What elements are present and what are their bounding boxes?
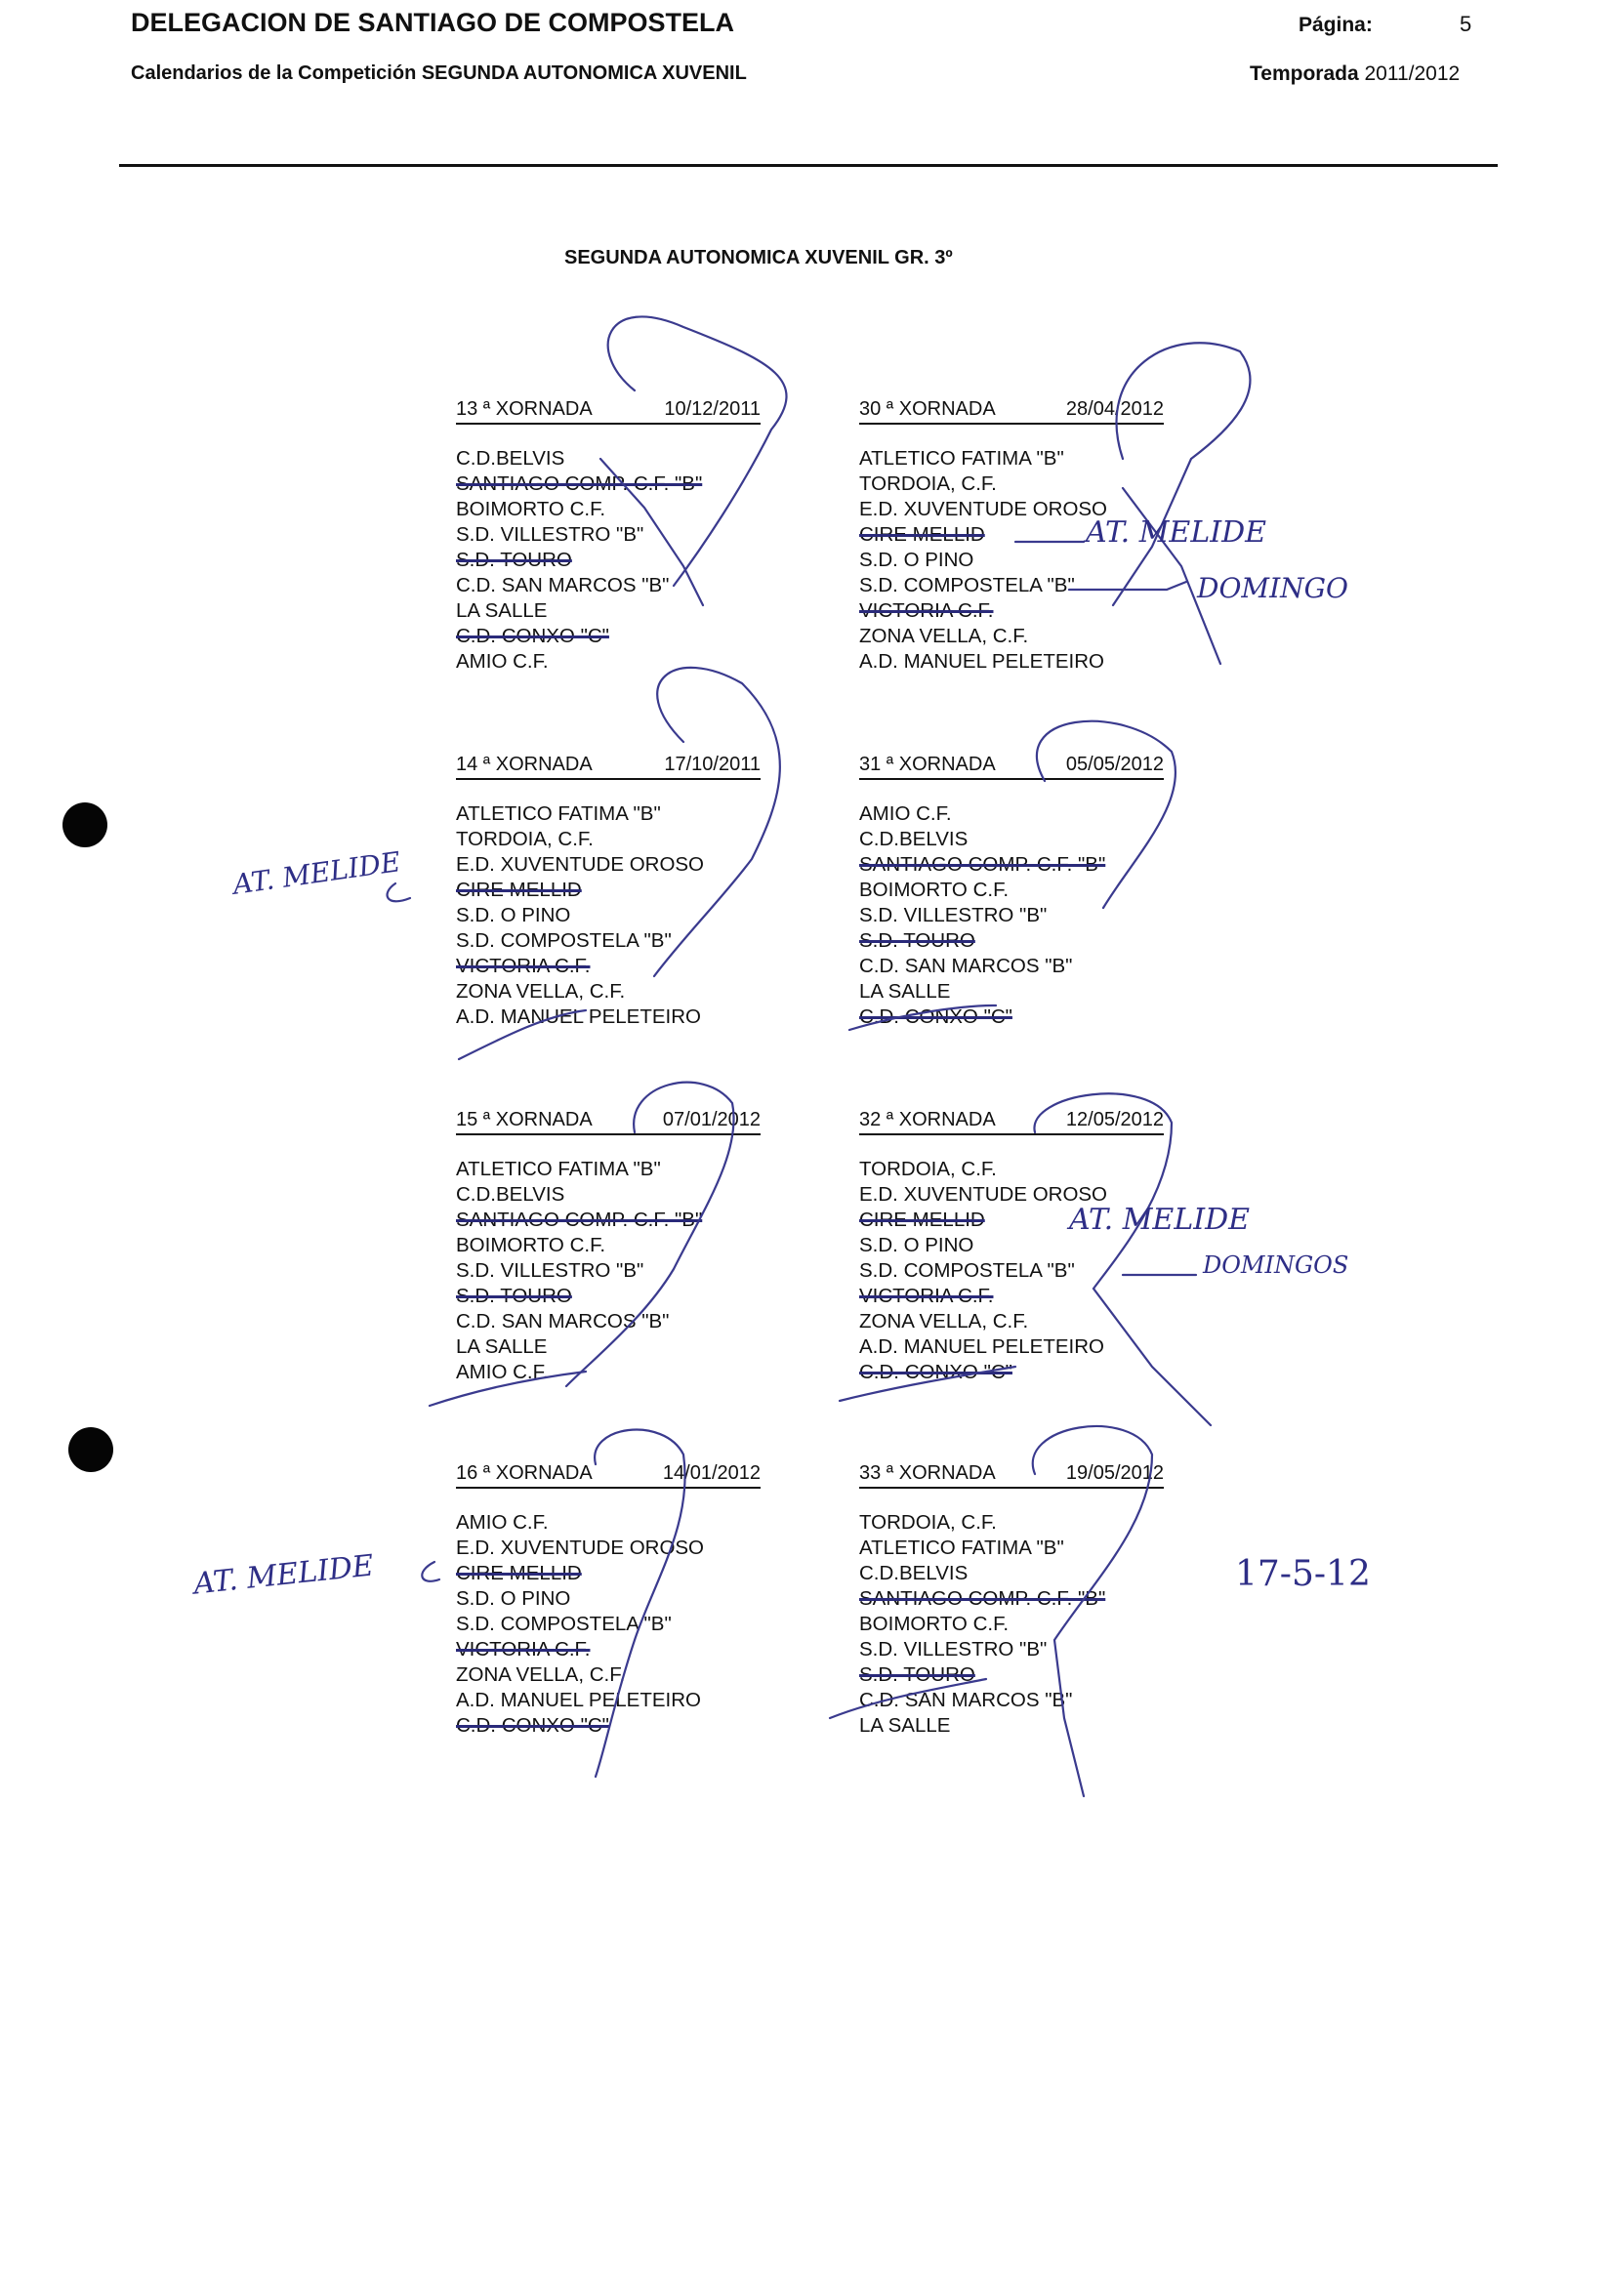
team-name: C.D.BELVIS xyxy=(456,1183,565,1206)
team-name-struck: SANTIAGO COMP. C.F. "B" xyxy=(456,1209,703,1231)
team-name: ATLETICO FATIMA "B" xyxy=(859,447,1064,470)
team-name: S.D. VILLESTRO "B" xyxy=(456,1259,644,1282)
team-name: TORDOIA, C.F. xyxy=(859,472,997,495)
team-name: LA SALLE xyxy=(859,980,951,1003)
team-name-struck: S.D. TOURO xyxy=(859,929,975,952)
round-date: 28/04/2012 xyxy=(1065,398,1164,420)
round-number: 14 ª XORNADA xyxy=(456,754,593,775)
season-label: Temporada xyxy=(1250,62,1359,85)
team-name: S.D. COMPOSTELA "B" xyxy=(456,929,672,952)
team-name-struck: SANTIAGO COMP. C.F. "B" xyxy=(859,853,1106,876)
round-number: 15 ª XORNADA xyxy=(456,1109,593,1130)
team-name: C.D.BELVIS xyxy=(859,828,969,850)
team-name: S.D. VILLESTRO "B" xyxy=(456,523,644,546)
team-name: E.D. XUVENTUDE OROSO xyxy=(456,853,705,876)
team-name-struck: CIRE MELLID xyxy=(859,523,985,546)
stroke-scribble xyxy=(849,1005,996,1030)
team-name-struck: VICTORIA C.F. xyxy=(456,955,591,977)
team-name: LA SALLE xyxy=(456,599,548,622)
team-name-struck: C.D. CONXO "C" xyxy=(859,1005,1012,1028)
team-name: ZONA VELLA, C.F. xyxy=(456,980,626,1003)
loop-scribble xyxy=(654,668,780,976)
team-name: TORDOIA, C.F. xyxy=(859,1511,997,1534)
page-number: 5 xyxy=(1460,12,1472,36)
team-name: ATLETICO FATIMA "B" xyxy=(859,1537,1064,1559)
handwritten-note: DOMINGOS xyxy=(1203,1251,1349,1279)
team-name: S.D. O PINO xyxy=(456,904,571,926)
round-number: 32 ª XORNADA xyxy=(859,1109,996,1130)
team-name: ATLETICO FATIMA "B" xyxy=(456,802,661,825)
team-name: AMIO C.F. xyxy=(456,1511,549,1534)
loop-scribble xyxy=(566,1083,734,1386)
round-date: 05/05/2012 xyxy=(1065,754,1164,775)
team-name-struck: VICTORIA C.F. xyxy=(859,599,994,622)
round-number: 13 ª XORNADA xyxy=(456,398,593,420)
round-date: 14/01/2012 xyxy=(662,1462,761,1484)
team-name: TORDOIA, C.F. xyxy=(456,828,594,850)
stroke-scribble xyxy=(830,1679,986,1718)
round-date: 07/01/2012 xyxy=(662,1109,761,1130)
round-number: 16 ª XORNADA xyxy=(456,1462,593,1484)
team-name: C.D.BELVIS xyxy=(456,447,565,470)
team-name: S.D. COMPOSTELA "B" xyxy=(456,1613,672,1635)
team-name: BOIMORTO C.F. xyxy=(859,1613,1010,1635)
team-name-struck: SANTIAGO COMP. C.F. "B" xyxy=(456,472,703,495)
document-subtitle: Calendarios de la Competición SEGUNDA AUTONOMICA XUVENIL xyxy=(131,62,747,84)
round-date: 17/10/2011 xyxy=(664,754,761,775)
team-name: S.D. COMPOSTELA "B" xyxy=(859,574,1075,596)
round-number: 31 ª XORNADA xyxy=(859,754,996,775)
round-date: 19/05/2012 xyxy=(1065,1462,1164,1484)
team-name: ATLETICO FATIMA "B" xyxy=(456,1158,661,1180)
stroke-scribble xyxy=(840,1367,1015,1401)
team-name: E.D. XUVENTUDE OROSO xyxy=(859,1183,1108,1206)
team-name: E.D. XUVENTUDE OROSO xyxy=(859,498,1108,520)
stroke-scribble xyxy=(430,1372,586,1406)
team-name: S.D. VILLESTRO "B" xyxy=(859,1638,1048,1660)
handwritten-note: AT. MELIDE xyxy=(1069,1203,1251,1237)
team-name: C.D. SAN MARCOS "B" xyxy=(859,955,1073,977)
team-name: S.D. O PINO xyxy=(456,1587,571,1610)
team-name: A.D. MANUEL PELETEIRO xyxy=(859,650,1104,673)
handwritten-note: DOMINGO xyxy=(1197,572,1348,604)
loop-scribble xyxy=(1034,1093,1211,1425)
team-name: BOIMORTO C.F. xyxy=(456,1234,606,1256)
handwritten-note: AT. MELIDE xyxy=(230,845,403,901)
team-name: ZONA VELLA, C.F. xyxy=(859,625,1029,647)
round-date: 12/05/2012 xyxy=(1065,1109,1164,1130)
handwritten-note: AT. MELIDE xyxy=(1086,515,1267,550)
season-value: 2011/2012 xyxy=(1364,62,1461,85)
team-name: BOIMORTO C.F. xyxy=(456,498,606,520)
team-name: S.D. O PINO xyxy=(859,549,974,571)
team-name-struck: C.D. CONXO "C" xyxy=(456,1714,609,1737)
team-name: S.D. O PINO xyxy=(859,1234,974,1256)
team-name-struck: S.D. TOURO xyxy=(456,1285,572,1307)
round-date: 10/12/2011 xyxy=(664,398,761,420)
team-name-struck: SANTIAGO COMP. C.F. "B" xyxy=(859,1587,1106,1610)
round-number: 33 ª XORNADA xyxy=(859,1462,996,1484)
team-name: C.D.BELVIS xyxy=(859,1562,969,1584)
loop-scribble xyxy=(1033,1426,1152,1796)
team-name: ZONA VELLA, C.F. xyxy=(859,1310,1029,1332)
team-name: E.D. XUVENTUDE OROSO xyxy=(456,1537,705,1559)
team-name: S.D. COMPOSTELA "B" xyxy=(859,1259,1075,1282)
team-name: BOIMORTO C.F. xyxy=(859,879,1010,901)
handwritten-date: 17-5-12 xyxy=(1235,1554,1371,1594)
loop-scribble xyxy=(595,1430,684,1777)
team-name: C.D. SAN MARCOS "B" xyxy=(456,574,670,596)
team-name-struck: C.D. CONXO "C" xyxy=(456,625,609,647)
page-label: Página: xyxy=(1299,14,1373,36)
team-name-struck: C.D. CONXO "C" xyxy=(859,1361,1012,1383)
team-name: A.D. MANUEL PELETEIRO xyxy=(456,1005,701,1028)
team-name-struck: S.D. TOURO xyxy=(456,549,572,571)
stroke-scribble xyxy=(459,1010,586,1059)
team-name-struck: CIRE MELLID xyxy=(859,1209,985,1231)
team-name-struck: S.D. TOURO xyxy=(859,1663,975,1686)
team-name-struck: CIRE MELLID xyxy=(456,879,582,901)
team-name: AMIO C.F. xyxy=(456,650,549,673)
team-name: ZONA VELLA, C.F. xyxy=(456,1663,626,1686)
team-name: C.D. SAN MARCOS "B" xyxy=(456,1310,670,1332)
team-name: C.D. SAN MARCOS "B" xyxy=(859,1689,1073,1711)
handwritten-note: AT. MELIDE xyxy=(191,1548,376,1602)
loop-scribble xyxy=(1037,721,1176,908)
team-name: AMIO C.F. xyxy=(859,802,952,825)
round-number: 30 ª XORNADA xyxy=(859,398,996,420)
team-name-struck: CIRE MELLID xyxy=(456,1562,582,1584)
team-name: S.D. VILLESTRO "B" xyxy=(859,904,1048,926)
bracket-scribble xyxy=(422,1562,439,1581)
document-title: DELEGACION DE SANTIAGO DE COMPOSTELA xyxy=(131,8,735,37)
bracket-scribble xyxy=(388,883,410,901)
team-name-struck: VICTORIA C.F. xyxy=(456,1638,591,1660)
team-name-struck: VICTORIA C.F. xyxy=(859,1285,994,1307)
team-name: A.D. MANUEL PELETEIRO xyxy=(859,1335,1104,1358)
group-title: SEGUNDA AUTONOMICA XUVENIL GR. 3º xyxy=(564,247,953,268)
team-name: LA SALLE xyxy=(859,1714,951,1737)
team-name: AMIO C.F. xyxy=(456,1361,549,1383)
team-name: TORDOIA, C.F. xyxy=(859,1158,997,1180)
team-name: LA SALLE xyxy=(456,1335,548,1358)
stroke-scribble xyxy=(600,459,703,605)
loop-scribble xyxy=(608,316,787,586)
team-name: A.D. MANUEL PELETEIRO xyxy=(456,1689,701,1711)
